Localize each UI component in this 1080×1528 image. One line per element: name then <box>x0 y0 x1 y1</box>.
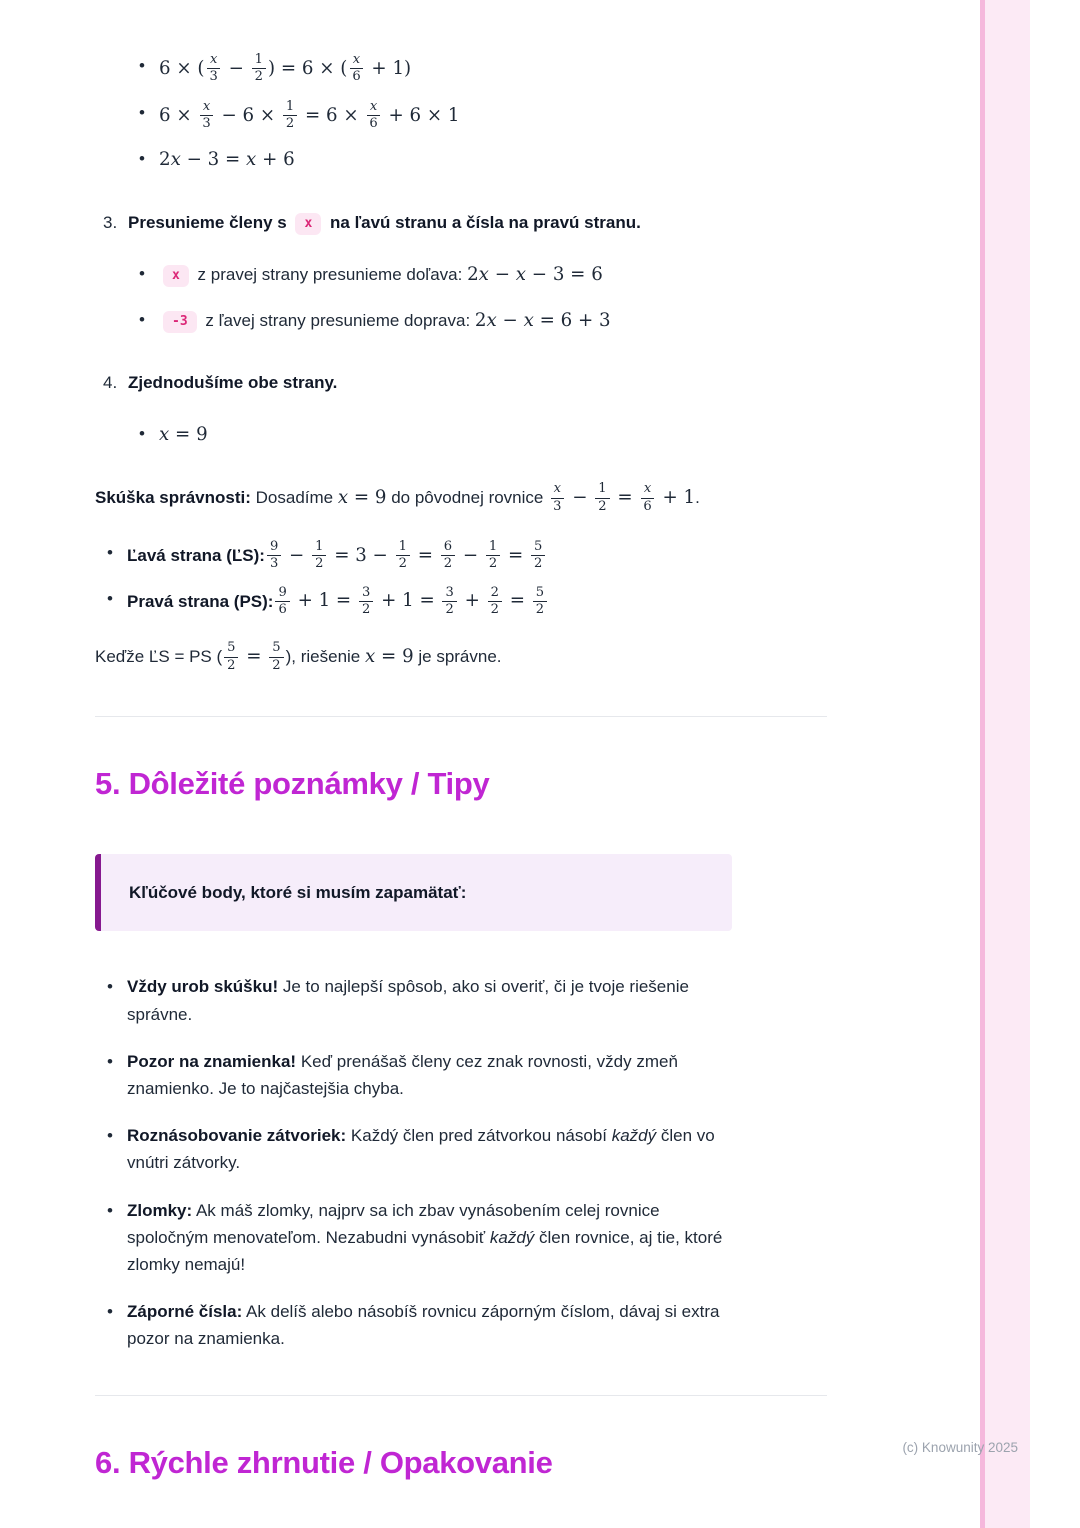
math-expression: x = 9 <box>365 646 414 668</box>
right-side-check <box>105 585 732 619</box>
left-side-check <box>105 539 732 573</box>
key-points-callout <box>95 854 732 931</box>
tip-item: • Roznásobovanie zátvoriek: Každý člen pred zátvorkou násobí každý člen vo vnútri zátvorky. <box>105 1122 732 1176</box>
verification-list <box>105 539 732 618</box>
callout-title: Kľúčové body, ktoré si musím zapamätať: <box>129 883 467 903</box>
math-expression: $\frac{9}{6}$ + 1 = $\frac{3}{2}$ + 1 = $\frac{3}{2}$ + $\frac{2}{2}$ = $\frac{5}{2}$ <box>273 590 549 611</box>
verification-intro: Skúška správnosti: Dosadíme x = 9 do pôvodnej rovnice $\frac{x}{3}$ − $\frac{1}{2}$ = $\frac{x}{6}$ + 1. <box>95 481 700 514</box>
step-3-bullet-list <box>137 260 732 335</box>
step-bullet: • -3 z ľavej strany presunieme doprava: 2x − x = 6 + 3 <box>137 306 732 335</box>
numbered-step-4 <box>95 369 732 449</box>
math-expression: 6 × ( $\frac{x}{3}$ − $\frac{1}{2}$ ) = 6 × ( $\frac{x}{6}$ + 1) <box>159 52 412 85</box>
numbered-step-3 <box>95 209 732 335</box>
step-title-row <box>103 209 732 236</box>
fraction: $\frac{x}{3}$ <box>199 99 213 133</box>
bold-text: Pravá strana (PS): <box>127 591 274 611</box>
bold-text: Zlomky: <box>127 1200 193 1220</box>
tip-item: • Zlomky: Ak máš zlomky, najprv sa ich zbav vynásobením celej rovnice spoločným menovateľom. Nezabudni vynásobiť každý člen rovnice, aj tie, ktoré zlomky nemajú! <box>105 1197 732 1279</box>
code-badge: x <box>295 213 321 235</box>
fraction: $\frac{3}{2}$ <box>359 585 373 619</box>
bold-text: Pozor na znamienka! <box>127 1051 297 1071</box>
fraction: $\frac{5}{2}$ <box>533 585 547 619</box>
bold-text: Vždy urob skúšku! <box>127 977 279 997</box>
fraction: $\frac{1}{2}$ <box>252 52 266 86</box>
fraction: $\frac{1}{2}$ <box>283 99 297 133</box>
step-number: 4. <box>103 372 118 392</box>
code-badge: x <box>163 265 189 287</box>
verification-conclusion: Keďže ĽS = PS ( $\frac{5}{2}$ = $\frac{5}{2}$ ), riešenie x = 9 je správne. <box>95 640 502 673</box>
section-5-heading: 5. Dôležité poznámky / Tipy <box>95 766 490 802</box>
fraction: $\frac{2}{2}$ <box>488 585 502 619</box>
fraction: $\frac{1}{2}$ <box>396 539 410 573</box>
section-divider <box>95 716 827 717</box>
copyright-note: (c) Knowunity 2025 <box>902 1440 1018 1455</box>
bold-text: Roznásobovanie zátvoriek: <box>127 1126 347 1146</box>
step-title <box>128 209 641 236</box>
page-edge-decoration <box>980 0 1030 1528</box>
step-4-bullet-list <box>137 420 732 449</box>
math-expression: x = 9 <box>159 424 208 446</box>
fraction: $\frac{3}{2}$ <box>442 585 456 619</box>
bold-text: Skúška správnosti: <box>95 488 251 508</box>
code-badge: -3 <box>163 311 197 333</box>
italic-text: každý <box>489 1227 535 1247</box>
tip-item: • Pozor na znamienka! Keď prenášaš členy cez znak rovnosti, vždy zmeň znamienko. Je to najčastejšia chyba. <box>105 1048 732 1102</box>
bold-text: Ľavá strana (ĽS): <box>127 545 265 565</box>
fraction: $\frac{x}{6}$ <box>349 52 363 86</box>
bold-text: Presunieme členy s <box>128 212 292 232</box>
math-expression: 2x − 3 = x + 6 <box>159 149 295 171</box>
bold-text: Záporné čísla: <box>127 1302 243 1322</box>
fraction: $\frac{6}{2}$ <box>441 539 455 573</box>
math-expression: x = 9 <box>337 487 387 509</box>
step-title <box>128 369 337 396</box>
math-expression: $\frac{x}{3}$ − $\frac{1}{2}$ = $\frac{x}{6}$ + 1 <box>548 487 695 508</box>
fraction: $\frac{5}{2}$ <box>224 640 238 674</box>
math-expression: $\frac{9}{3}$ − $\frac{1}{2}$ = 3 − $\frac{1}{2}$ = $\frac{6}{2}$ − $\frac{1}{2}$ = $\frac{5}{2}$ <box>265 545 547 566</box>
step-title-row <box>103 369 732 396</box>
fraction: $\frac{5}{2}$ <box>531 539 545 573</box>
fraction: $\frac{x}{3}$ <box>206 52 220 86</box>
bold-text: Zjednodušíme obe strany. <box>128 372 338 392</box>
fraction: $\frac{1}{2}$ <box>312 539 326 573</box>
italic-text: každý <box>611 1126 657 1146</box>
section-divider <box>95 1395 827 1396</box>
tip-item: • Vždy urob skúšku! Je to najlepší spôsob, ako si overiť, či je tvoje riešenie správne. <box>105 973 732 1027</box>
section-6-heading: 6. Rýchle zhrnutie / Opakovanie <box>95 1444 553 1480</box>
math-expression: 2x − x = 6 + 3 <box>474 309 611 331</box>
fraction: $\frac{x}{6}$ <box>366 99 380 133</box>
math-expression: 6 × $\frac{x}{3}$ − 6 × $\frac{1}{2}$ = 6 × $\frac{x}{6}$ + 6 × 1 <box>159 98 460 132</box>
equation-step <box>137 52 732 86</box>
fraction: $\frac{9}{3}$ <box>267 539 281 573</box>
fraction: $\frac{1}{2}$ <box>595 481 609 515</box>
tips-list <box>105 973 732 1352</box>
fraction: $\frac{9}{6}$ <box>275 585 289 619</box>
fraction: $\frac{1}{2}$ <box>486 539 500 573</box>
equation-step <box>137 99 732 133</box>
step-bullet <box>137 420 732 449</box>
math-expression: $\frac{5}{2}$ = $\frac{5}{2}$ <box>222 646 285 667</box>
math-expression: 2x − x − 3 = 6 <box>467 263 603 285</box>
tip-item: • Záporné čísla: Ak delíš alebo násobíš rovnicu záporným číslom, dávaj si extra pozor na znamienka. <box>105 1298 732 1352</box>
fraction: $\frac{x}{3}$ <box>550 481 564 515</box>
step-bullet: • x z pravej strany presunieme doľava: 2x − x − 3 = 6 <box>137 260 732 289</box>
equation-step <box>137 145 732 174</box>
fraction: $\frac{x}{6}$ <box>640 481 654 515</box>
step-number: 3. <box>103 212 118 232</box>
fraction: $\frac{5}{2}$ <box>269 640 283 674</box>
bold-text: na ľavú stranu a čísla na pravú stranu. <box>325 212 641 232</box>
equation-derivation-list <box>137 52 732 175</box>
